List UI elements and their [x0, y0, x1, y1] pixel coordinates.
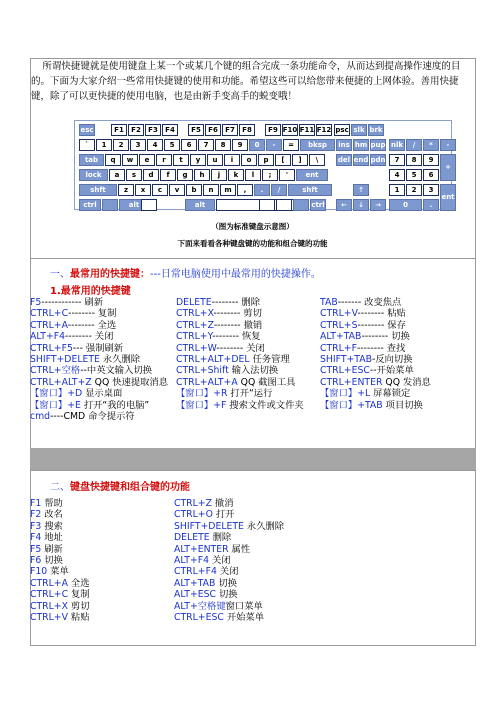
key-1-16: pup — [370, 139, 386, 151]
key-4-14: 2 — [406, 184, 422, 196]
table-row — [30, 331, 476, 342]
shortcut-key: CTRL+Shift — [176, 365, 229, 377]
table-row — [30, 411, 476, 422]
key-2-14: del — [336, 154, 352, 166]
key-4-6: n — [203, 184, 219, 196]
shortcut-key: F5 — [30, 297, 42, 308]
shortcut-key: CTRL+V — [30, 611, 68, 623]
shortcut-key: F2 — [30, 509, 42, 521]
key-4-12: ↑ — [353, 184, 369, 196]
shortcut-key: CTRL+ALT+DEL — [176, 353, 250, 365]
shortcut-desc: --开始菜单 — [369, 365, 414, 377]
shortcut-key: ALT+ESC — [174, 589, 216, 601]
shortcut-desc: 打开“我的电脑” — [80, 399, 150, 411]
key-2-4: r — [156, 154, 172, 166]
key-4-2: x — [135, 184, 151, 196]
shortcut-table-2 — [30, 498, 476, 623]
table-row — [30, 498, 476, 509]
key-3-12: ent — [296, 169, 328, 181]
key-3-3: d — [143, 169, 159, 181]
shortcut-desc: 地址 — [41, 532, 63, 544]
shortcut-cell — [176, 343, 265, 354]
shortcut-cell — [30, 388, 122, 399]
key-2-20: + — [440, 154, 456, 181]
key-4-16: ent — [440, 184, 456, 211]
shortcut-cell — [320, 400, 423, 411]
shortcut-cell — [30, 343, 123, 354]
shortcut-desc: 粘贴 — [67, 611, 90, 623]
shortcut-cell — [176, 354, 290, 365]
shortcut-key: CTRL+V — [320, 308, 358, 320]
table-row — [30, 377, 476, 388]
table-row — [30, 388, 476, 399]
shortcut-key: CTRL+ESC — [174, 611, 224, 623]
key-2-18: 8 — [406, 154, 422, 166]
key-4-15: 3 — [423, 184, 439, 196]
shortcut-desc: -------- 复制 — [68, 308, 117, 320]
shortcut-key: F6 — [30, 554, 42, 566]
intro-paragraph: 所谓快捷键就是使用键盘上某一个或某几个键的组合完成一条功能命令，从而达到提高操作速度的目的。下面为大家介绍一些常用快捷键的使用和功能。希望这些可以给您带来便捷的上网体验。善用快捷键，除了可以更快捷的使用电脑，也是由新手变高手的蜕变哦！ — [31, 61, 461, 102]
shortcut-desc: 打开“运行 — [227, 388, 273, 400]
shortcut-cell — [320, 297, 401, 308]
shortcut-cell — [30, 297, 103, 308]
shortcut-cell — [30, 589, 90, 600]
shortcut-key: ALT+F4 — [30, 331, 65, 343]
table-row — [30, 578, 476, 589]
shortcut-desc: -------- 保存 — [357, 319, 406, 331]
key-5-7: 0 — [389, 199, 422, 211]
shortcut-cell — [174, 498, 234, 509]
shortcut-key: CTRL+Z — [176, 319, 214, 331]
shortcut-desc: 切换 — [215, 577, 237, 589]
shortcut-cell — [30, 377, 168, 388]
shortcut-desc: 全选 — [67, 577, 90, 589]
shortcut-cell — [30, 498, 63, 509]
key-2-11: [ — [275, 154, 291, 166]
key-4-8: , — [237, 184, 253, 196]
key-0-10: F10 — [282, 124, 298, 136]
shortcut-desc: -------- 全选 — [67, 319, 117, 331]
key-3-9: l — [245, 169, 261, 181]
shortcut-desc: ------- 改变焦点 — [337, 297, 402, 308]
key-3-13: 4 — [389, 169, 405, 181]
shortcut-key: CTRL+空格 — [30, 365, 81, 377]
key-1-5: 5 — [164, 139, 180, 151]
shortcut-key: CTRL+A — [30, 577, 68, 589]
key-1-9: 9 — [232, 139, 248, 151]
shortcut-cell — [174, 612, 264, 623]
key-3-15: 6 — [423, 169, 439, 181]
shortcut-key: CTRL+Y — [176, 331, 213, 343]
key-4-0: shft — [79, 184, 117, 196]
shortcut-key: 【窗口】+D — [30, 388, 83, 400]
shortcut-desc: -------- 关闭 — [65, 331, 114, 343]
divider — [30, 470, 476, 471]
key-1-18: / — [406, 139, 422, 151]
key-3-2: s — [126, 169, 142, 181]
key-2-8: i — [224, 154, 240, 166]
shortcut-desc: ------------ 刷新 — [41, 297, 104, 308]
key-2-9: o — [241, 154, 257, 166]
shortcut-cell — [320, 308, 406, 319]
shortcut-cell — [174, 555, 231, 566]
shortcut-key: ALT+空格键 — [174, 600, 226, 612]
shortcut-key: TAB — [320, 297, 338, 308]
shortcut-cell — [176, 365, 278, 376]
shortcut-cell — [30, 320, 116, 331]
key-4-5: b — [186, 184, 202, 196]
key-3-5: g — [177, 169, 193, 181]
key-4-7: m — [220, 184, 236, 196]
key-1-8: 8 — [215, 139, 231, 151]
section1-subtitle: 1.最常用的快捷键 — [50, 286, 131, 297]
shortcut-cell — [30, 521, 63, 532]
key-3-1: a — [109, 169, 125, 181]
shortcut-desc: 删除 — [209, 532, 232, 544]
shortcut-key: SHIFT+DELETE — [30, 353, 100, 365]
windows-logo-key-right — [259, 199, 275, 211]
shortcut-cell — [176, 320, 262, 331]
shortcut-key: CTRL+ALT+A — [176, 376, 238, 388]
key-3-10: ; — [262, 169, 278, 181]
shortcut-desc: 打开 — [212, 509, 235, 521]
shortcut-desc: 搜索 — [41, 520, 63, 532]
shortcut-desc: 属性 — [228, 543, 251, 555]
shortcut-desc: -------- 恢复 — [212, 331, 261, 343]
key-2-10: p — [258, 154, 274, 166]
shortcut-cell — [30, 308, 116, 319]
shortcut-desc: QQ 发消息 — [382, 376, 431, 388]
shortcut-key: DELETE — [176, 297, 212, 308]
shortcut-desc: -------- 剪切 — [213, 308, 262, 320]
shortcut-cell — [176, 308, 262, 319]
shortcut-key: CTRL+F5 — [30, 342, 73, 354]
key-1-2: 2 — [113, 139, 129, 151]
key-5-3: ctrl — [310, 199, 326, 211]
key-3-8: k — [228, 169, 244, 181]
keyboard-caption: （图为标准键盘示意图） — [211, 222, 294, 231]
shortcut-key: F5 — [30, 543, 42, 555]
key-0-3: F3 — [145, 124, 161, 136]
table-row — [30, 365, 476, 376]
shortcut-key: CTRL+O — [174, 509, 213, 521]
shortcut-cell — [30, 566, 69, 577]
key-2-6: y — [190, 154, 206, 166]
key-2-19: 9 — [423, 154, 439, 166]
shortcut-cell — [174, 544, 250, 555]
shortcut-key: F4 — [30, 532, 42, 544]
shortcut-desc: 任务管理 — [249, 353, 290, 365]
shortcut-key: SHIFT+TAB — [320, 353, 372, 365]
shortcut-desc: 永久删除 — [99, 353, 141, 365]
shortcut-cell — [30, 601, 90, 612]
key-1-14: ins — [336, 139, 352, 151]
shortcut-key: DELETE — [174, 532, 210, 544]
table-row — [30, 297, 476, 308]
shortcut-cell — [176, 297, 260, 308]
table-row — [30, 521, 476, 532]
shortcut-desc: 输入法切换 — [228, 365, 279, 377]
shortcut-cell — [30, 532, 63, 543]
shortcut-key: CTRL+S — [320, 319, 358, 331]
shortcut-key: ALT+F4 — [174, 554, 209, 566]
shortcut-desc: 屏幕锁定 — [370, 388, 411, 400]
key-3-14: 5 — [406, 169, 422, 181]
key-0-9: F9 — [265, 124, 281, 136]
key-1-20: - — [440, 139, 456, 151]
shortcut-cell — [320, 320, 406, 331]
shortcut-desc: ----CMD 命令提示符 — [50, 410, 135, 422]
shortcut-cell — [30, 544, 63, 555]
key-4-13: 1 — [389, 184, 405, 196]
shortcut-key: 【窗口】+F — [176, 399, 227, 411]
table-row — [30, 320, 476, 331]
fn-key — [102, 199, 118, 211]
shortcut-cell — [176, 331, 261, 342]
key-5-1: alt — [119, 199, 149, 211]
key-1-6: 6 — [181, 139, 197, 151]
gray-band — [30, 448, 476, 470]
key-0-13: psc — [334, 124, 350, 136]
shortcut-cell — [30, 400, 149, 411]
key-1-11: - — [266, 139, 282, 151]
table-row — [30, 589, 476, 600]
table-row — [30, 354, 476, 365]
key-5-0: ctrl — [79, 199, 101, 211]
shortcut-cell — [174, 566, 238, 577]
key-0-15: brk — [368, 124, 384, 136]
key-0-5: F5 — [188, 124, 204, 136]
key-1-4: 4 — [147, 139, 163, 151]
table-row — [30, 509, 476, 520]
shortcut-key: F1 — [30, 498, 42, 509]
shortcut-key: 【窗口】+TAB — [320, 399, 383, 411]
table-row — [30, 601, 476, 612]
key-1-17: nlk — [389, 139, 405, 151]
shortcut-key: CTRL+X — [176, 308, 214, 320]
shortcut-desc: -反向切换 — [371, 353, 413, 365]
key-1-12: = — [283, 139, 299, 151]
shortcut-key: 【窗口】+L — [320, 388, 371, 400]
key-2-12: ] — [292, 154, 308, 166]
table-row — [30, 555, 476, 566]
shortcut-cell — [30, 612, 90, 623]
key-1-19: * — [423, 139, 439, 151]
shortcut-desc: 窗口菜单 — [225, 600, 263, 612]
shortcut-key: CTRL+ALT+Z — [30, 376, 92, 388]
shortcut-cell — [174, 532, 231, 543]
section1-title: 一、最常用的快捷键：---日常电脑使用中最常用的快捷操作。 — [50, 269, 321, 280]
key-2-7: u — [207, 154, 223, 166]
ctrl-right-key — [293, 199, 309, 211]
key-2-0: tab — [79, 154, 104, 166]
shortcut-cell — [320, 354, 413, 365]
shortcut-cell — [176, 400, 304, 411]
key-2-16: pdn — [370, 154, 386, 166]
table-row — [30, 566, 476, 577]
shortcut-key: cmd — [30, 410, 51, 422]
shortcut-key: ALT+ENTER — [174, 543, 229, 555]
shortcut-cell — [30, 509, 63, 520]
shortcut-cell — [320, 388, 410, 399]
table-row — [30, 544, 476, 555]
shortcut-cell — [30, 354, 140, 365]
key-3-7: j — [211, 169, 227, 181]
shortcut-desc: -------- 查找 — [356, 342, 406, 354]
key-1-13: bksp — [300, 139, 335, 151]
shortcut-desc: --- 强制刷新 — [72, 342, 124, 354]
key-3-0: lock — [79, 169, 108, 181]
key-3-6: h — [194, 169, 210, 181]
key-0-0: esc — [79, 124, 95, 136]
key-5-6: → — [370, 199, 386, 211]
shortcut-key: CTRL+ENTER — [320, 376, 383, 388]
key-0-4: F4 — [162, 124, 178, 136]
key-2-2: w — [122, 154, 138, 166]
key-0-1: F1 — [111, 124, 127, 136]
shortcut-desc: 关闭 — [216, 566, 239, 578]
shortcut-desc: 关闭 — [209, 554, 231, 566]
shortcut-desc: -------- 关闭 — [216, 342, 265, 354]
shortcut-desc: -------- 粘贴 — [357, 308, 406, 320]
shortcut-desc: 显示桌面 — [82, 388, 123, 400]
shortcut-key: CTRL+ESC — [320, 365, 370, 377]
key-4-10: / — [271, 184, 287, 196]
key-3-11: ' — [279, 169, 295, 181]
shortcut-key: ALT+TAB — [174, 577, 216, 589]
shortcut-cell — [176, 377, 295, 388]
shortcut-cell — [30, 331, 113, 342]
table-row — [30, 343, 476, 354]
key-2-3: e — [139, 154, 155, 166]
shortcut-cell — [320, 365, 414, 376]
shortcut-key: F10 — [30, 566, 48, 578]
table-row — [30, 308, 476, 319]
shortcut-cell — [174, 509, 234, 520]
shortcut-key: CTRL+C — [30, 589, 69, 601]
key-3-4: f — [160, 169, 176, 181]
key-1-1: 1 — [96, 139, 112, 151]
shortcut-key: F3 — [30, 520, 42, 532]
shortcut-desc: -------- 删除 — [211, 297, 261, 308]
shortcut-key: 【窗口】+E — [30, 399, 81, 411]
shortcut-key: 【窗口】+R — [176, 388, 228, 400]
shortcut-key: CTRL+W — [176, 342, 217, 354]
key-5-4: ← — [336, 199, 352, 211]
shortcut-cell — [320, 343, 405, 354]
divider — [30, 258, 476, 259]
shortcut-desc: QQ 快速提取消息 — [91, 376, 169, 388]
key-2-15: end — [353, 154, 369, 166]
shortcut-desc: 改名 — [41, 509, 63, 521]
key-4-11: shft — [288, 184, 332, 196]
shortcut-desc: 菜单 — [47, 566, 69, 578]
shortcut-cell — [174, 589, 238, 600]
shortcut-desc: 刷新 — [41, 543, 63, 555]
key-0-8: F8 — [239, 124, 255, 136]
keyboard-diagram — [74, 120, 455, 210]
key-1-3: 3 — [130, 139, 146, 151]
shortcut-desc: 切换 — [216, 589, 238, 601]
shortcut-desc: 项目切换 — [382, 399, 423, 411]
shortcut-desc: 搜索文件或文件夹 — [226, 399, 304, 411]
shortcut-cell — [30, 555, 63, 566]
table-row — [30, 612, 476, 623]
shortcut-key: CTRL+C — [30, 308, 69, 320]
key-1-0: ` — [79, 139, 95, 151]
key-4-3: c — [152, 184, 168, 196]
shortcut-key: CTRL+F4 — [174, 566, 217, 578]
section2-title: 二、键盘快捷键和组合键的功能 — [50, 482, 190, 493]
shortcut-key: CTRL+X — [30, 600, 68, 612]
shortcut-desc: 撤消 — [211, 498, 234, 509]
key-2-17: 7 — [389, 154, 405, 166]
shortcut-key: SHIFT+DELETE — [174, 520, 244, 532]
menu-key — [276, 199, 292, 211]
shortcut-key: CTRL+Z — [174, 498, 212, 509]
key-0-2: F2 — [128, 124, 144, 136]
shortcut-cell — [320, 331, 410, 342]
shortcut-key: ALT+TAB — [320, 331, 362, 343]
shortcut-cell — [30, 365, 152, 376]
shortcut-cell — [174, 521, 284, 532]
key-5-8: . — [423, 199, 439, 211]
shortcut-desc: 切换 — [41, 554, 63, 566]
key-1-15: hm — [353, 139, 369, 151]
key-4-9: . — [254, 184, 270, 196]
key-1-7: 7 — [198, 139, 214, 151]
shortcut-desc: QQ 截图工具 — [237, 376, 296, 388]
windows-logo-key — [141, 199, 157, 211]
key-0-6: F6 — [205, 124, 221, 136]
key-0-12: F12 — [316, 124, 332, 136]
table-row — [30, 400, 476, 411]
shortcut-cell — [30, 411, 135, 422]
key-4-4: v — [169, 184, 185, 196]
key-2-5: t — [173, 154, 189, 166]
shortcut-cell — [30, 578, 90, 589]
key-5-2: alt — [185, 199, 215, 211]
table-row — [30, 532, 476, 543]
key-0-7: F7 — [222, 124, 238, 136]
shortcut-cell — [174, 601, 263, 612]
keyboard-subcaption: 下面来看看各种键盘键的功能和组合键的功能 — [177, 239, 328, 248]
key-4-1: z — [118, 184, 134, 196]
key-1-10: 0 — [249, 139, 265, 151]
shortcut-cell — [320, 377, 431, 388]
shortcut-key: CTRL+A — [30, 319, 68, 331]
shortcut-desc: 开始菜单 — [223, 611, 265, 623]
shortcut-desc: --中英文输入切换 — [80, 365, 152, 377]
key-2-13: \ — [309, 154, 325, 166]
key-0-14: slk — [351, 124, 367, 136]
shortcut-desc: -------- 撤销 — [213, 319, 263, 331]
shortcut-desc: 剪切 — [67, 600, 90, 612]
key-2-1: q — [105, 154, 121, 166]
key-5-5: ↓ — [353, 199, 369, 211]
shortcut-desc: 永久删除 — [243, 520, 285, 532]
shortcut-desc: -------- 切换 — [361, 331, 410, 343]
shortcut-table-1 — [30, 297, 476, 422]
key-0-11: F11 — [299, 124, 315, 136]
shortcut-key: CTRL+F — [320, 342, 357, 354]
shortcut-desc: 帮助 — [41, 498, 63, 509]
shortcut-desc: 复制 — [68, 589, 90, 601]
shortcut-cell — [174, 578, 237, 589]
shortcut-cell — [176, 388, 272, 399]
